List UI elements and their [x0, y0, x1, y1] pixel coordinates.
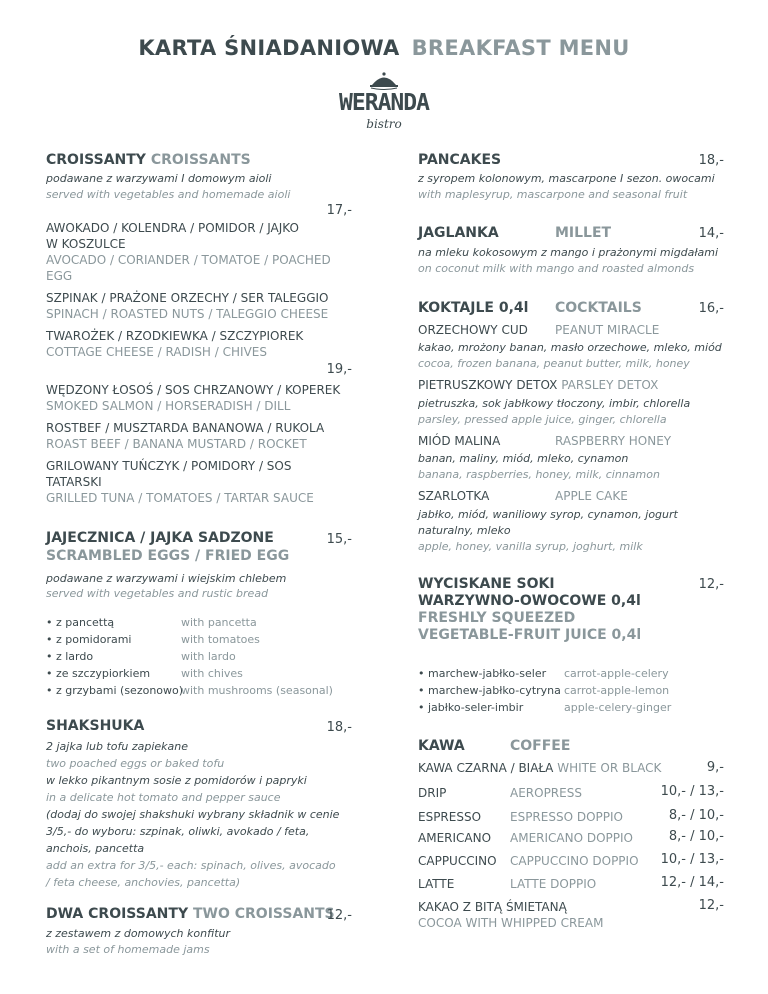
- shakshuka-line: in a delicate hot tomato and pepper sauce: [46, 791, 281, 804]
- cocktail-desc-pl2: naturalny, mleko: [418, 524, 511, 537]
- croissant-item-en: COTTAGE CHEESE / RADISH / CHIVES: [46, 345, 267, 359]
- cocktail-desc-pl: banan, maliny, miód, mleko, cynamon: [418, 452, 629, 465]
- coffee-item-pl: AMERICANO: [418, 831, 492, 845]
- cloche-icon: [369, 70, 399, 90]
- eggs-desc-en: served with vegetables and rustic bread: [46, 587, 269, 600]
- cocktail-desc-pl: jabłko, miód, waniliowy syrop, cynamon, jogurt: [418, 508, 678, 521]
- option-pl: • z grzybami (sezonowo): [46, 684, 184, 697]
- cocktail-desc-en: cocoa, frozen banana, peanut butter, milk, honey: [418, 357, 690, 370]
- coffee-item-pl: DRIP: [418, 786, 447, 800]
- millet-price: 14,-: [698, 226, 724, 241]
- croissant-item-en: GRILLED TUNA / TOMATOES / TARTAR SAUCE: [46, 491, 314, 505]
- option-pl: • z lardo: [46, 650, 94, 663]
- croissants-price-a: 17,-: [326, 203, 352, 218]
- eggs-option-en: with pancetta: [181, 616, 257, 629]
- coffee-item-price: 10,- / 13,-: [660, 852, 724, 867]
- eggs-option: [46, 683, 183, 698]
- cocktails-title-pl: KOKTAJLE 0,4l: [418, 300, 529, 316]
- croissant-item-en: SPINACH / ROASTED NUTS / TALEGGIO CHEESE: [46, 307, 329, 321]
- coffee-title-en: COFFEE: [510, 738, 571, 754]
- logo-text: WERANDA: [339, 90, 429, 116]
- coffee-black-white-pl: KAWA CZARNA / BIAŁA: [418, 761, 554, 775]
- cocktail-name-pl: SZARLOTKA: [418, 489, 490, 503]
- two-croissants-title-en: TWO CROISSANTS: [192, 906, 335, 922]
- pancakes-title: PANCAKES: [418, 152, 502, 168]
- pancakes-desc-pl: z syropem kolonowym, mascarpone I sezon. owocami: [418, 172, 715, 185]
- cocktail-name-pl: PIETRUSZKOWY DETOX: [418, 378, 558, 392]
- cocktail-desc-en: banana, raspberries, honey, milk, cinnamon: [418, 468, 660, 481]
- cocktail-name-en: PEANUT MIRACLE: [555, 323, 660, 337]
- croissant-item-en: ROAST BEEF / BANANA MUSTARD / ROCKET: [46, 437, 307, 451]
- coffee-black-white-en: WHITE OR BLACK: [557, 761, 662, 775]
- coffee-item-price: 8,- / 10,-: [668, 829, 724, 844]
- cocktail-name-en: RASPBERRY HONEY: [555, 434, 672, 448]
- option-pl: • z pancettą: [46, 616, 115, 629]
- two-croissants-price: 12,-: [326, 908, 352, 923]
- juices-price: 12,-: [698, 577, 724, 592]
- croissant-item-pl: GRILOWANY TUŃCZYK / POMIDORY / SOS: [46, 459, 292, 473]
- shakshuka-line: (dodaj do swojej shakshuki wybrany składnik w cenie: [46, 808, 340, 821]
- croissant-item-pl: ROSTBEF / MUSZTARDA BANANOWA / RUKOLA: [46, 421, 325, 435]
- croissant-item-en2: EGG: [46, 269, 73, 283]
- cocktail-name: [418, 377, 658, 394]
- cocktail-desc-en: apple, honey, vanilla syrup, joghurt, milk: [418, 540, 643, 553]
- two-croissants-title-pl: DWA CROISSANTY: [46, 906, 189, 922]
- option-pl: • z pomidorami: [46, 633, 132, 646]
- title-pl: KARTA ŚNIADANIOWA: [138, 36, 400, 60]
- croissant-item-pl2: W KOSZULCE: [46, 237, 126, 251]
- shakshuka-price: 18,-: [326, 720, 352, 735]
- eggs-option-en: with chives: [181, 667, 243, 680]
- juice-option-pl: • marchew-jabłko-cytryna: [418, 684, 561, 697]
- millet-title-en: MILLET: [555, 225, 612, 241]
- coffee-item-en: AEROPRESS: [510, 786, 582, 800]
- eggs-desc-pl: podawane z warzywami i wiejskim chlebem: [46, 572, 287, 585]
- coffee-item-en: ESPRESSO DOPPIO: [510, 810, 623, 824]
- coffee-item-price: 12,- / 14,-: [660, 875, 724, 890]
- croissant-item-pl: TWAROŻEK / RZODKIEWKA / SZCZYPIOREK: [46, 329, 304, 343]
- cocktail-name-pl: MIÓD MALINA: [418, 434, 501, 448]
- croissant-item-pl: WĘDZONY ŁOSOŚ / SOS CHRZANOWY / KOPEREK: [46, 383, 341, 397]
- croissants-title-pl: CROISSANTY: [46, 152, 146, 168]
- cocktails-title-en: COCKTAILS: [555, 300, 642, 316]
- millet-title-pl: JAGLANKA: [418, 225, 499, 241]
- croissant-item-pl: AWOKADO / KOLENDRA / POMIDOR / JAJKO: [46, 221, 299, 235]
- eggs-option-en: with mushrooms (seasonal): [181, 684, 333, 697]
- juice-option-en: apple-celery-ginger: [564, 701, 672, 714]
- shakshuka-title: SHAKSHUKA: [46, 718, 145, 734]
- eggs-option: [46, 615, 114, 630]
- juice-option-en: carrot-apple-celery: [564, 667, 669, 680]
- pancakes-price: 18,-: [698, 153, 724, 168]
- croissant-item-en: AVOCADO / CORIANDER / TOMATOE / POACHED: [46, 253, 331, 267]
- shakshuka-line: anchois, pancetta: [46, 842, 145, 855]
- cocktail-desc-pl: pietruszka, sok jabłkowy tłoczony, imbir, chlorella: [418, 397, 691, 410]
- shakshuka-line: 2 jajka lub tofu zapiekane: [46, 740, 189, 753]
- juices-title-pl1: WYCISKANE SOKI: [418, 576, 555, 592]
- cocoa-price: 12,-: [698, 898, 724, 913]
- croissant-item-en: SMOKED SALMON / HORSERADISH / DILL: [46, 399, 291, 413]
- coffee-item-en: CAPPUCCINO DOPPIO: [510, 854, 639, 868]
- eggs-option: [46, 666, 150, 681]
- cocktail-name-en: PARSLEY DETOX: [561, 378, 659, 392]
- eggs-option-en: with tomatoes: [181, 633, 260, 646]
- shakshuka-line: two poached eggs or baked tofu: [46, 757, 225, 770]
- eggs-option: [46, 649, 93, 664]
- two-croissants-desc-pl: z zestawem z domowych konfitur: [46, 927, 231, 940]
- coffee-black-white: [418, 760, 661, 777]
- shakshuka-line: / feta cheese, anchovies, pancetta): [46, 876, 241, 889]
- croissants-title-en: CROISSANTS: [150, 152, 251, 168]
- millet-desc-en: on coconut milk with mango and roasted almonds: [418, 262, 695, 275]
- cocktail-name-pl: ORZECHOWY CUD: [418, 323, 528, 337]
- juices-title-en2: VEGETABLE-FRUIT JUICE 0,4l: [418, 627, 642, 643]
- option-pl: • ze szczypiorkiem: [46, 667, 151, 680]
- shakshuka-line: 3/5,- do wyboru: szpinak, oliwki, avokado / feta,: [46, 825, 310, 838]
- cocktails-price: 16,-: [698, 301, 724, 316]
- cocoa-en: COCOA WITH WHIPPED CREAM: [418, 916, 604, 930]
- croissants-desc-pl: podawane z warzywami I domowym aioli: [46, 172, 272, 185]
- title-en: BREAKFAST MENU: [411, 36, 630, 60]
- pancakes-desc-en: with maplesyrup, mascarpone and seasonal fruit: [418, 188, 688, 201]
- logo-subtext: bistro: [366, 117, 402, 131]
- eggs-title-pl: JAJECZNICA / JAJKA SADZONE: [46, 530, 274, 546]
- eggs-title-en: SCRAMBLED EGGS / FRIED EGG: [46, 548, 290, 564]
- croissants-desc-en: served with vegetables and homemade aioli: [46, 188, 291, 201]
- millet-desc-pl: na mleku kokosowym z mango i prażonymi migdałami: [418, 246, 719, 259]
- juice-option-pl: • jabłko-seler-imbir: [418, 701, 524, 714]
- juices-title-pl2: WARZYWNO-OWOCOWE 0,4l: [418, 593, 641, 609]
- shakshuka-line: add an extra for 3/5,- each: spinach, olives, avocado: [46, 859, 336, 872]
- coffee-black-white-price: 9,-: [706, 760, 724, 775]
- cocktail-desc-en: parsley, pressed apple juice, ginger, chlorella: [418, 413, 667, 426]
- left-column: [46, 0, 352, 994]
- croissants-price-b: 19,-: [326, 362, 352, 377]
- coffee-item-en: AMERICANO DOPPIO: [510, 831, 633, 845]
- croissants-heading: [46, 152, 251, 168]
- juices-title-en1: FRESHLY SQUEEZED: [418, 610, 576, 626]
- coffee-title-pl: KAWA: [418, 738, 465, 754]
- cocoa-pl: KAKAO Z BITĄ ŚMIETANĄ: [418, 900, 567, 914]
- croissant-item-pl: SZPINAK / PRAŻONE ORZECHY / SER TALEGGIO: [46, 291, 329, 305]
- juice-option-en: carrot-apple-lemon: [564, 684, 670, 697]
- croissant-item-pl2: TATARSKI: [46, 475, 102, 489]
- coffee-item-price: 10,- / 13,-: [660, 784, 724, 799]
- shakshuka-line: w lekko pikantnym sosie z pomidorów i papryki: [46, 774, 307, 787]
- eggs-option-en: with lardo: [181, 650, 236, 663]
- coffee-item-pl: CAPPUCCINO: [418, 854, 497, 868]
- cocktail-name-en: APPLE CAKE: [555, 489, 628, 503]
- coffee-item-pl: ESPRESSO: [418, 810, 482, 824]
- juice-option-pl: • marchew-jabłko-seler: [418, 667, 547, 680]
- coffee-item-price: 8,- / 10,-: [668, 808, 724, 823]
- two-croissants-desc-en: with a set of homemade jams: [46, 943, 210, 956]
- eggs-price: 15,-: [326, 532, 352, 547]
- coffee-item-en: LATTE DOPPIO: [510, 877, 597, 891]
- two-croissants-heading: [46, 906, 335, 922]
- eggs-option: [46, 632, 132, 647]
- right-column: [418, 0, 724, 994]
- cocktail-desc-pl: kakao, mrożony banan, masło orzechowe, mleko, miód: [418, 341, 722, 354]
- coffee-item-pl: LATTE: [418, 877, 455, 891]
